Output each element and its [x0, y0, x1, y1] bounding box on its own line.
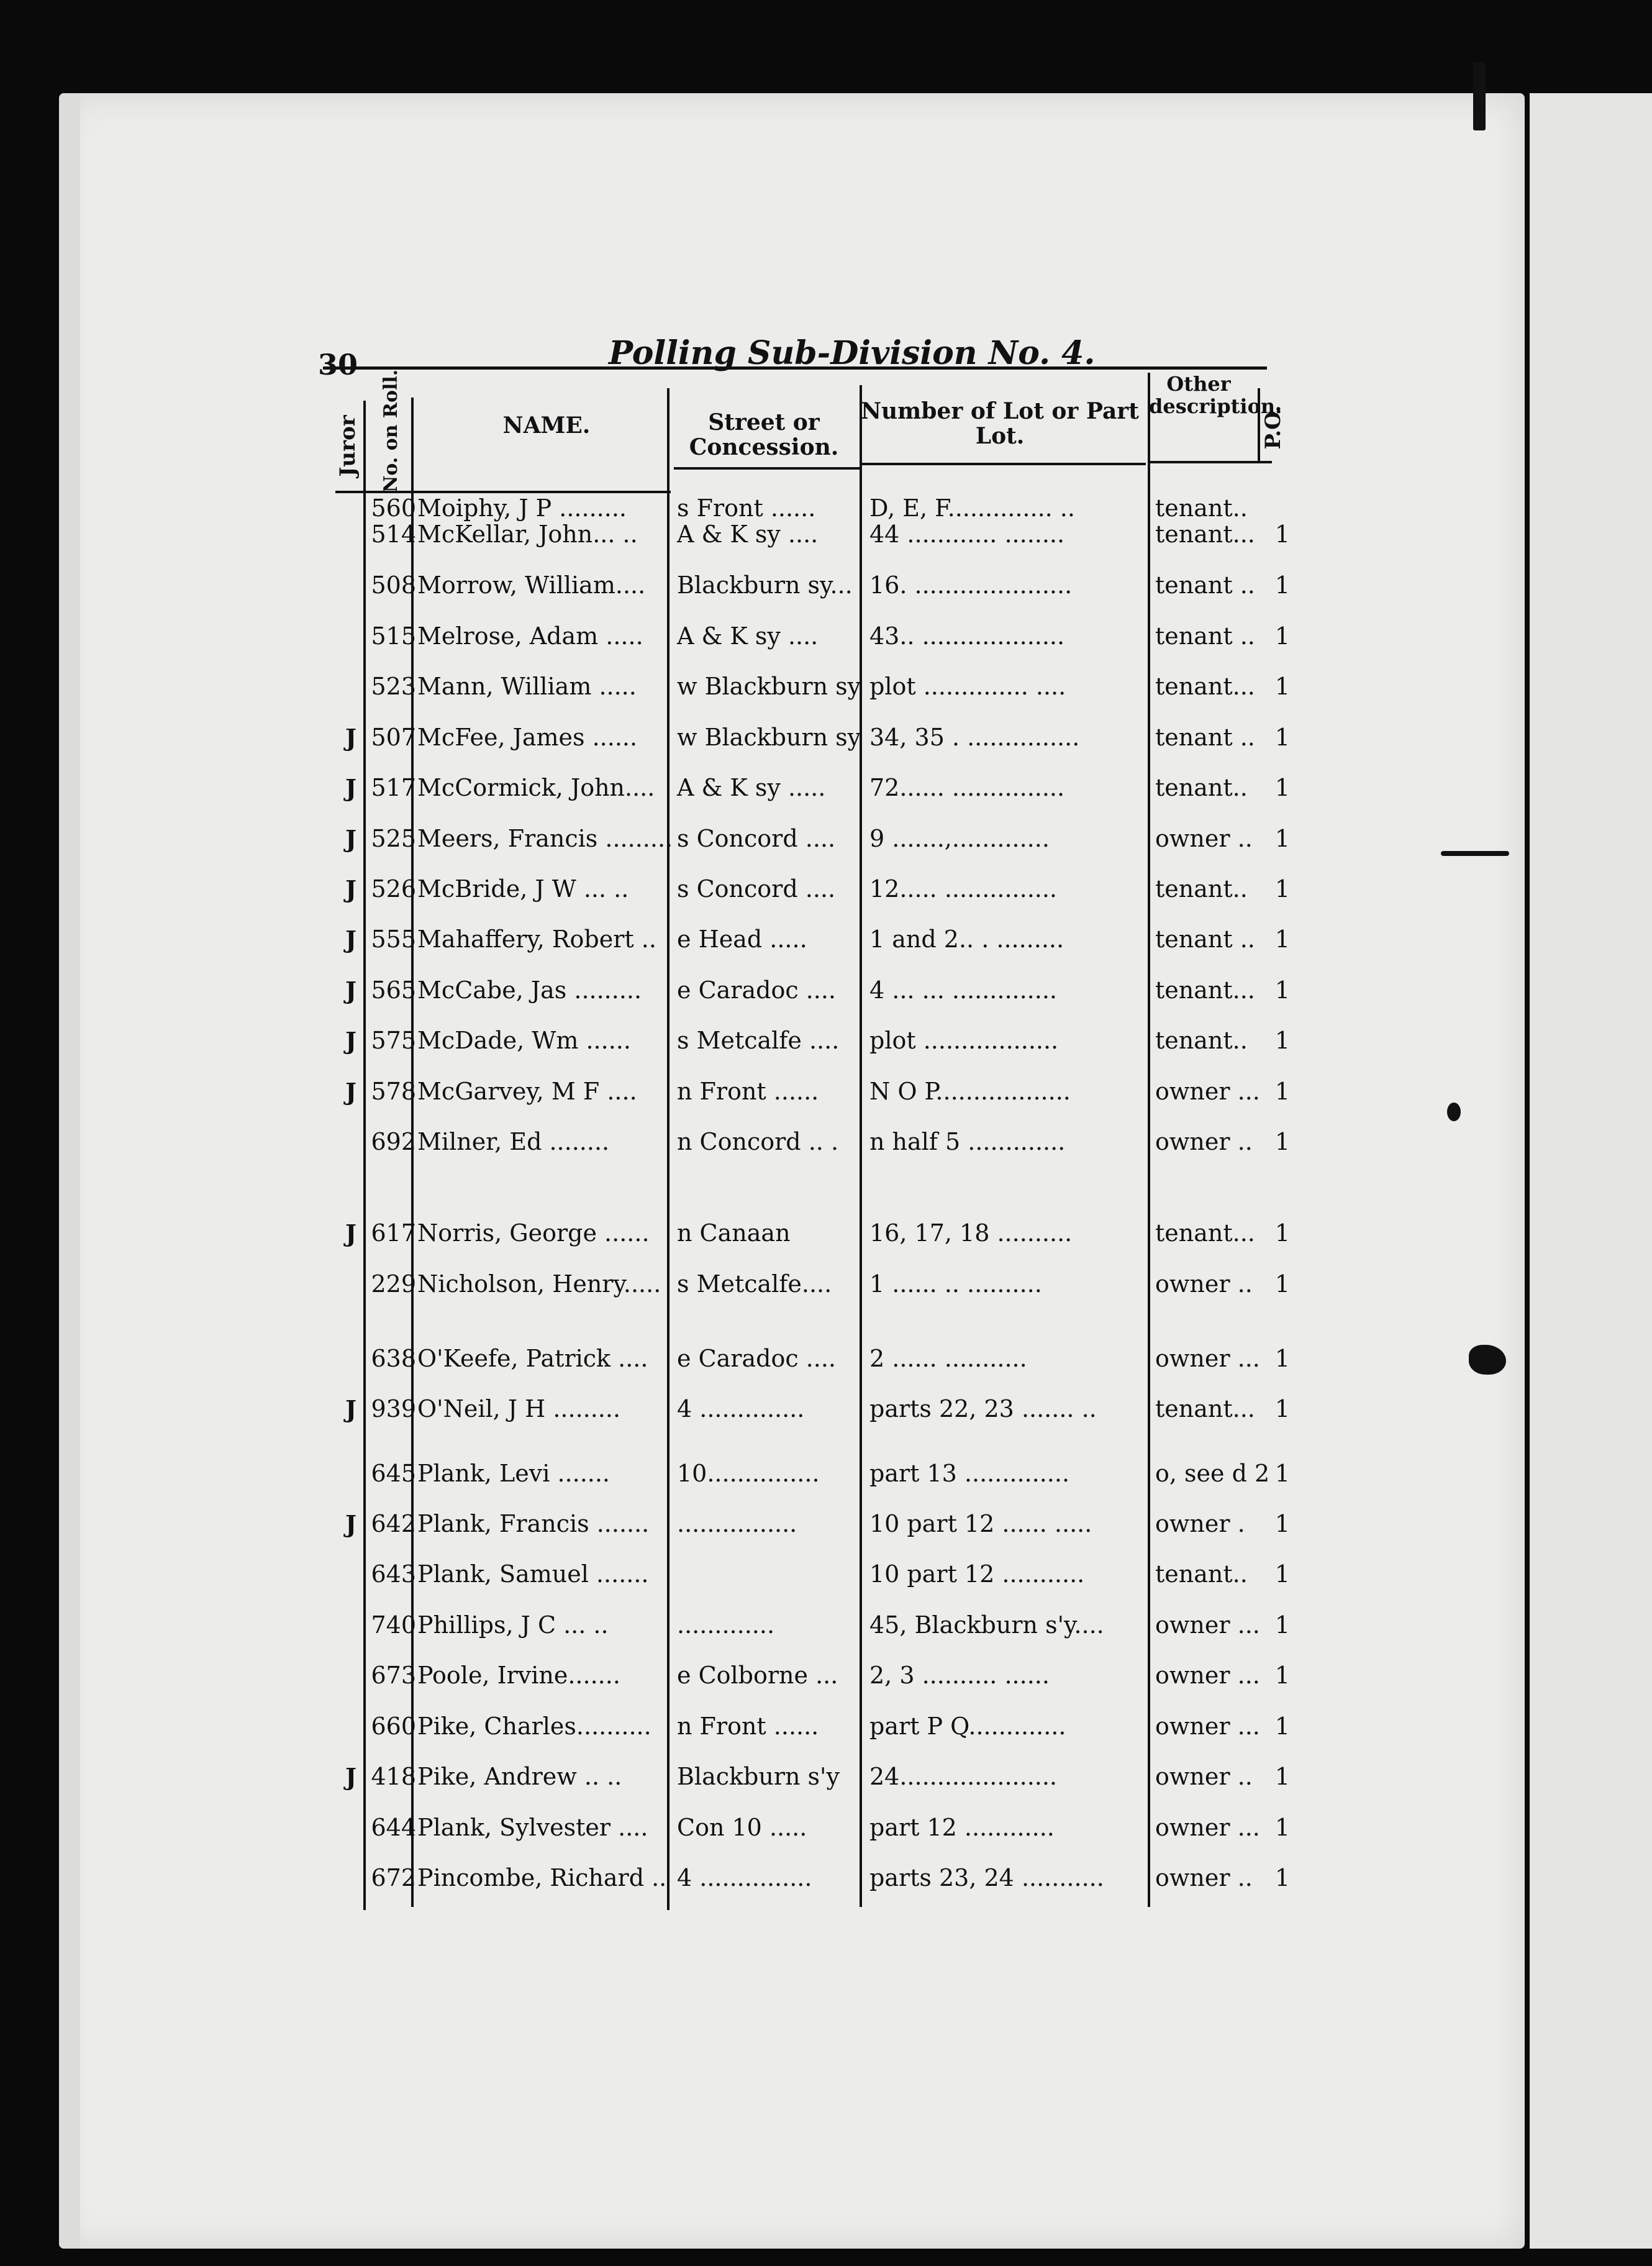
- cell-street: Blackburn s'y: [677, 1763, 840, 1790]
- cell-lot: 12..... ...............: [869, 875, 1058, 903]
- cell-name: Mann, William .....: [417, 673, 637, 700]
- cell-street: ................: [677, 1510, 797, 1537]
- cell-other: tenant...: [1155, 976, 1255, 1004]
- cell-po: 1: [1274, 1078, 1291, 1105]
- cell-street: w Blackburn sy: [677, 673, 861, 700]
- cell-juror: J: [345, 724, 356, 752]
- cell-name: Plank, Francis .......: [417, 1510, 650, 1537]
- cell-po: 1: [1274, 1345, 1291, 1372]
- cell-other: tenant...: [1155, 673, 1255, 700]
- table-row: [0, 1078, 1652, 1127]
- cell-lot: 45, Blackburn s'y....: [869, 1611, 1104, 1639]
- cell-lot: 10 part 12 ...... .....: [869, 1510, 1092, 1537]
- header-lot: Number of Lot or Part Lot.: [861, 398, 1139, 449]
- cell-roll: 644: [371, 1814, 416, 1841]
- cell-roll: 525: [371, 825, 416, 852]
- table-row: [0, 1814, 1652, 1863]
- cell-juror: J: [345, 1027, 356, 1055]
- cell-name: Moiphy, J P .........: [417, 494, 627, 522]
- cell-lot: 1 and 2.. . .........: [869, 926, 1064, 953]
- cell-name: Pike, Andrew .. ..: [417, 1763, 622, 1790]
- cell-other: owner ...: [1155, 1814, 1260, 1841]
- cell-street: Con 10 .....: [677, 1814, 807, 1841]
- cell-street: s Metcalfe....: [677, 1270, 832, 1298]
- scan-speck: [1469, 1345, 1506, 1375]
- cell-lot: 4 ... ... ..............: [869, 976, 1057, 1004]
- cell-other: tenant ..: [1155, 571, 1255, 599]
- cell-po: 1: [1274, 1027, 1291, 1054]
- cell-name: Pincombe, Richard ..: [417, 1864, 667, 1891]
- header-bottom-rule: [674, 467, 860, 470]
- cell-lot: part P Q.............: [869, 1713, 1066, 1740]
- cell-name: McGarvey, M F ....: [417, 1078, 637, 1105]
- table-row: [0, 926, 1652, 975]
- header-bottom-rule: [860, 463, 1146, 465]
- table-row: [0, 571, 1652, 621]
- cell-name: McCormick, John....: [417, 774, 655, 801]
- cell-lot: n half 5 .............: [869, 1128, 1066, 1155]
- header-street: Street or Concession.: [689, 409, 839, 460]
- table-row: [0, 1395, 1652, 1445]
- cell-lot: 16, 17, 18 ..........: [869, 1219, 1073, 1247]
- cell-other: tenant..: [1155, 494, 1248, 522]
- cell-roll: 560: [371, 494, 416, 522]
- cell-roll: 514: [371, 521, 416, 548]
- cell-juror: J: [345, 1395, 356, 1423]
- cell-juror: J: [345, 1078, 356, 1106]
- cell-po: 1: [1274, 1662, 1291, 1689]
- cell-street: e Colborne ...: [677, 1662, 838, 1689]
- cell-po: 1: [1274, 521, 1291, 548]
- cell-po: 1: [1274, 1763, 1291, 1790]
- scan-speck: [1441, 851, 1509, 856]
- table-row: [0, 1763, 1652, 1813]
- cell-street: 4 ..............: [677, 1395, 805, 1422]
- cell-roll: 555: [371, 926, 416, 953]
- cell-name: O'Keefe, Patrick ....: [417, 1345, 648, 1372]
- cell-lot: part 12 ............: [869, 1814, 1055, 1841]
- cell-name: Milner, Ed ........: [417, 1128, 610, 1155]
- table-row: [0, 825, 1652, 875]
- cell-street: e Caradoc ....: [677, 1345, 836, 1372]
- cell-roll: 575: [371, 1027, 416, 1054]
- header-name: NAME.: [502, 412, 591, 439]
- cell-other: tenant...: [1155, 1219, 1255, 1247]
- cell-lot: 1 ...... .. ..........: [869, 1270, 1042, 1298]
- cell-name: Nicholson, Henry.....: [417, 1270, 661, 1298]
- cell-other: tenant..: [1155, 1027, 1248, 1054]
- cell-po: 1: [1274, 825, 1291, 852]
- cell-po: 1: [1274, 1510, 1291, 1537]
- cell-lot: N O P..................: [869, 1078, 1071, 1105]
- table-row: [0, 673, 1652, 722]
- table-row: [0, 1460, 1652, 1509]
- cell-other: tenant ..: [1155, 724, 1255, 751]
- header-bottom-rule: [1148, 461, 1272, 463]
- cell-other: tenant..: [1155, 875, 1248, 903]
- scan-speck: [1473, 62, 1486, 130]
- cell-roll: 617: [371, 1219, 416, 1247]
- cell-other: owner .: [1155, 1510, 1245, 1537]
- cell-name: McBride, J W ... ..: [417, 875, 629, 903]
- cell-other: tenant...: [1155, 1395, 1255, 1422]
- cell-lot: 16. .....................: [869, 571, 1073, 599]
- cell-street: A & K sy ....: [677, 521, 819, 548]
- cell-lot: plot .............. ....: [869, 673, 1066, 700]
- cell-street: s Front ......: [677, 494, 816, 522]
- cell-other: owner ...: [1155, 1662, 1260, 1689]
- column-rule-other: [1258, 388, 1260, 463]
- cell-street: n Canaan: [677, 1219, 791, 1247]
- cell-roll: 645: [371, 1460, 416, 1487]
- cell-po: 1: [1274, 1395, 1291, 1422]
- cell-roll: 523: [371, 673, 416, 700]
- scan-speck: [1447, 1103, 1461, 1121]
- cell-name: Norris, George ......: [417, 1219, 650, 1247]
- header-bottom-rule: [335, 491, 671, 493]
- cell-juror: J: [345, 774, 356, 802]
- cell-juror: J: [345, 1219, 356, 1247]
- cell-other: tenant...: [1155, 521, 1255, 548]
- cell-juror: J: [345, 825, 356, 853]
- table-row: [0, 1510, 1652, 1560]
- cell-other: owner ..: [1155, 1270, 1253, 1298]
- cell-other: owner ..: [1155, 1763, 1253, 1790]
- cell-juror: J: [345, 1763, 356, 1791]
- cell-po: 1: [1274, 1864, 1291, 1891]
- table-row: [0, 1219, 1652, 1269]
- cell-roll: 507: [371, 724, 416, 751]
- cell-street: n Concord .. .: [677, 1128, 839, 1155]
- header-po: P.O.: [1261, 405, 1286, 450]
- table-row: [0, 1713, 1652, 1762]
- cell-name: O'Neil, J H .........: [417, 1395, 621, 1422]
- cell-street: .............: [677, 1611, 775, 1639]
- cell-po: 1: [1274, 622, 1291, 650]
- cell-roll: 643: [371, 1560, 416, 1588]
- cell-name: McDade, Wm ......: [417, 1027, 631, 1054]
- cell-name: Melrose, Adam .....: [417, 622, 643, 650]
- cell-po: 1: [1274, 571, 1291, 599]
- table-row: [0, 875, 1652, 925]
- cell-other: tenant..: [1155, 1560, 1248, 1588]
- cell-name: Pike, Charles..........: [417, 1713, 651, 1740]
- cell-street: 4 ...............: [677, 1864, 812, 1891]
- table-row: [0, 774, 1652, 824]
- cell-lot: 9 .......,.............: [869, 825, 1050, 852]
- cell-name: Plank, Sylvester ....: [417, 1814, 648, 1841]
- cell-lot: 2, 3 .......... ......: [869, 1662, 1050, 1689]
- cell-name: Phillips, J C ... ..: [417, 1611, 609, 1639]
- cell-roll: 672: [371, 1864, 416, 1891]
- cell-other: owner ...: [1155, 1713, 1260, 1740]
- cell-name: Poole, Irvine.......: [417, 1662, 620, 1689]
- cell-roll: 526: [371, 875, 416, 903]
- cell-street: n Front ......: [677, 1078, 819, 1105]
- cell-other: owner ..: [1155, 1864, 1253, 1891]
- cell-other: owner ..: [1155, 1128, 1253, 1155]
- cell-roll: 660: [371, 1713, 416, 1740]
- cell-lot: 72...... ...............: [869, 774, 1065, 801]
- cell-name: Plank, Levi .......: [417, 1460, 610, 1487]
- cell-juror: J: [345, 1510, 356, 1538]
- cell-po: 1: [1274, 1219, 1291, 1247]
- page-number: 30: [318, 348, 358, 381]
- cell-lot: 44 ............ ........: [869, 521, 1065, 548]
- cell-other: owner ..: [1155, 825, 1253, 852]
- cell-po: 1: [1274, 926, 1291, 953]
- table-row: [0, 1560, 1652, 1610]
- cell-po: 1: [1274, 1814, 1291, 1841]
- cell-street: s Concord ....: [677, 875, 836, 903]
- cell-roll: 565: [371, 976, 416, 1004]
- header-roll: No. on Roll.: [380, 369, 402, 493]
- cell-po: 1: [1274, 673, 1291, 700]
- cell-street: n Front ......: [677, 1713, 819, 1740]
- header-juror: Juror: [335, 415, 360, 477]
- cell-other: owner ...: [1155, 1078, 1260, 1105]
- table-row: [0, 622, 1652, 672]
- table-row: [0, 521, 1652, 570]
- cell-other: tenant ..: [1155, 622, 1255, 650]
- table-row: [0, 1611, 1652, 1661]
- cell-name: McFee, James ......: [417, 724, 638, 751]
- cell-street: A & K sy .....: [677, 774, 826, 801]
- cell-lot: parts 23, 24 ...........: [869, 1864, 1104, 1891]
- table-row: [0, 724, 1652, 773]
- cell-roll: 692: [371, 1128, 416, 1155]
- cell-street: e Head .....: [677, 926, 807, 953]
- cell-po: 1: [1274, 724, 1291, 751]
- cell-roll: 229: [371, 1270, 416, 1298]
- table-row: [0, 1662, 1652, 1711]
- cell-street: A & K sy ....: [677, 622, 819, 650]
- cell-street: 10...............: [677, 1460, 820, 1487]
- cell-po: 1: [1274, 976, 1291, 1004]
- cell-juror: J: [345, 875, 356, 903]
- table-row: [0, 1270, 1652, 1320]
- cell-lot: parts 22, 23 ....... ..: [869, 1395, 1097, 1422]
- cell-lot: 43.. ...................: [869, 622, 1065, 650]
- page-title: Polling Sub-Division No. 4.: [609, 334, 1096, 372]
- cell-roll: 740: [371, 1611, 416, 1639]
- cell-name: McCabe, Jas .........: [417, 976, 642, 1004]
- cell-lot: plot ..................: [869, 1027, 1059, 1054]
- cell-other: owner ...: [1155, 1345, 1260, 1372]
- cell-roll: 673: [371, 1662, 416, 1689]
- cell-lot: part 13 ..............: [869, 1460, 1070, 1487]
- table-row: [0, 976, 1652, 1026]
- cell-po: 1: [1274, 1713, 1291, 1740]
- header-top-rule: [323, 366, 1267, 370]
- cell-roll: 939: [371, 1395, 416, 1422]
- cell-po: 1: [1274, 875, 1291, 903]
- cell-street: s Metcalfe ....: [677, 1027, 840, 1054]
- cell-po: 1: [1274, 1611, 1291, 1639]
- cell-name: Morrow, William....: [417, 571, 646, 599]
- cell-roll: 578: [371, 1078, 416, 1105]
- cell-lot: 2 ...... ...........: [869, 1345, 1027, 1372]
- cell-roll: 418: [371, 1763, 416, 1790]
- cell-other: owner ...: [1155, 1611, 1260, 1639]
- cell-lot: 10 part 12 ...........: [869, 1560, 1085, 1588]
- cell-roll: 508: [371, 571, 416, 599]
- cell-street: Blackburn sy...: [677, 571, 853, 599]
- cell-lot: 24.....................: [869, 1763, 1058, 1790]
- cell-name: Plank, Samuel .......: [417, 1560, 649, 1588]
- cell-po: 1: [1274, 1270, 1291, 1298]
- cell-po: 1: [1274, 1460, 1291, 1487]
- cell-lot: 34, 35 . ...............: [869, 724, 1080, 751]
- cell-other: tenant..: [1155, 774, 1248, 801]
- cell-po: 1: [1274, 774, 1291, 801]
- cell-roll: 638: [371, 1345, 416, 1372]
- cell-name: Mahaffery, Robert ..: [417, 926, 656, 953]
- header-other: Other description.: [1149, 372, 1282, 418]
- table-row: [0, 1027, 1652, 1076]
- cell-roll: 642: [371, 1510, 416, 1537]
- table-row: [0, 1345, 1652, 1395]
- table-row: [0, 1128, 1652, 1178]
- cell-roll: 515: [371, 622, 416, 650]
- cell-name: Meers, Francis .........: [417, 825, 673, 852]
- cell-street: e Caradoc ....: [677, 976, 836, 1004]
- cell-street: s Concord ....: [677, 825, 836, 852]
- cell-name: McKellar, John... ..: [417, 521, 638, 548]
- cell-juror: J: [345, 976, 356, 1004]
- cell-po: 1: [1274, 1128, 1291, 1155]
- table-row: [0, 1864, 1652, 1914]
- cell-street: w Blackburn sy: [677, 724, 861, 751]
- cell-juror: J: [345, 926, 356, 953]
- cell-po: 1: [1274, 1560, 1291, 1588]
- cell-other: o, see d 2: [1155, 1460, 1270, 1487]
- cell-roll: 517: [371, 774, 416, 801]
- cell-lot: D, E, F.............. ..: [869, 494, 1075, 522]
- cell-other: tenant ..: [1155, 926, 1255, 953]
